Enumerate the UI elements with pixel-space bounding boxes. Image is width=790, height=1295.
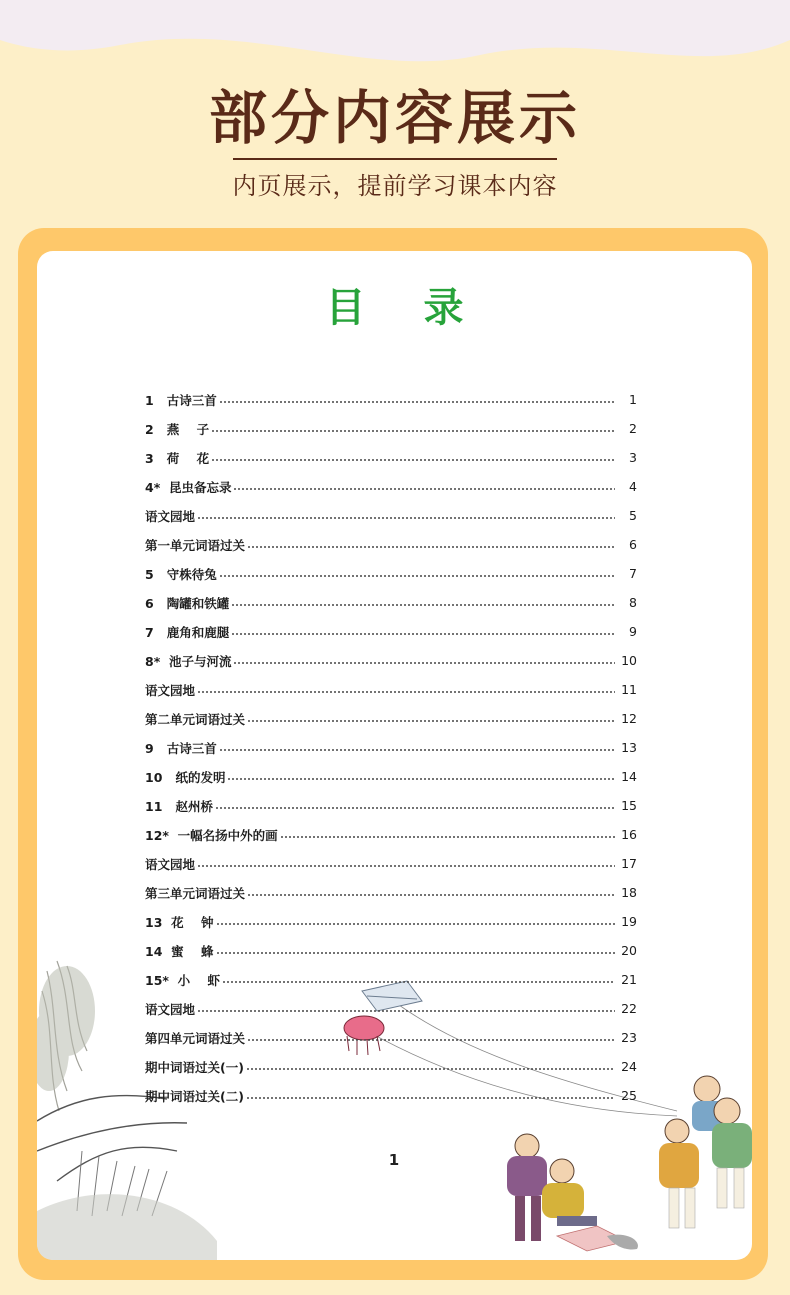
page-subtitle: 内页展示，提前学习课本内容 [232,172,558,200]
toc-dot-leader [246,1097,615,1099]
toc-dot-leader [233,488,615,490]
toc-entry-label: 第一单元词语过关 [145,537,246,553]
toc-dot-leader [211,430,615,432]
toc-entry-page: 24 [621,1059,637,1074]
toc-entry-page: 8 [629,595,637,610]
toc-entry[interactable] [145,907,637,936]
toc-entry[interactable] [145,994,637,1023]
toc-entry-label: 第三单元词语过关 [145,885,246,901]
page-number: 1 [388,1151,400,1169]
toc-entry-page: 5 [629,508,637,523]
toc-entry[interactable] [145,559,637,588]
toc-entry-label: 期中词语过关(一) [145,1059,244,1075]
toc-dot-leader [219,749,615,751]
toc-entry-page: 25 [621,1088,637,1103]
toc-entry[interactable] [145,617,637,646]
toc-dot-leader [216,923,615,925]
toc-entry-page: 18 [621,885,637,900]
toc-dot-leader [231,604,615,606]
toc-dot-leader [197,517,615,519]
toc-entry-page: 22 [621,1001,637,1016]
toc-entry-label: 2 燕 子 [145,421,210,437]
toc-dot-leader [247,720,615,722]
toc-entry[interactable] [145,704,637,733]
toc-entry-page: 10 [621,653,637,668]
toc-entry-page: 1 [629,392,637,407]
toc-entry-label: 3 荷 花 [145,450,210,466]
toc-dot-leader [233,662,615,664]
toc-entry-page: 7 [629,566,637,581]
toc-dot-leader [219,575,615,577]
toc-entry[interactable] [145,791,637,820]
toc-entry-page: 6 [629,537,637,552]
toc-entry-page: 14 [621,769,637,784]
toc-dot-leader [197,691,615,693]
toc-dot-leader [211,459,615,461]
toc-entry[interactable] [145,501,637,530]
toc-entry-label: 11 赵州桥 [145,798,213,814]
toc-entry[interactable] [145,820,637,849]
toc-dot-leader [219,401,615,403]
toc-entry-page: 15 [621,798,637,813]
toc-entry[interactable] [145,385,637,414]
toc-dot-leader [247,894,615,896]
toc-entry[interactable] [145,530,637,559]
toc-entry-page: 19 [621,914,637,929]
toc-entry-page: 9 [629,624,637,639]
top-wave-decoration [0,0,790,80]
toc-entry-page: 12 [621,711,637,726]
toc-entry[interactable] [145,675,637,704]
toc-entry[interactable] [145,878,637,907]
toc-entry-label: 8* 池子与河流 [145,653,232,669]
toc-entry-page: 17 [621,856,637,871]
toc-entry-label: 13 花 钟 [145,914,214,930]
toc-entry-label: 语文园地 [145,1001,196,1017]
toc-entry-label: 6 陶罐和铁罐 [145,595,230,611]
toc-entry-label: 语文园地 [145,682,196,698]
toc-dot-leader [280,836,615,838]
toc-entry[interactable] [145,762,637,791]
toc-entry-page: 16 [621,827,637,842]
toc-entry[interactable] [145,1081,637,1110]
toc-dot-leader [222,981,615,983]
toc-entry-label: 第四单元词语过关 [145,1030,246,1046]
table-of-contents [145,385,637,1110]
toc-entry[interactable] [145,443,637,472]
toc-entry[interactable] [145,414,637,443]
toc-dot-leader [197,1010,615,1012]
toc-dot-leader [246,1068,615,1070]
toc-entry[interactable] [145,936,637,965]
toc-entry-page: 3 [629,450,637,465]
toc-entry-label: 4* 昆虫备忘录 [145,479,232,495]
toc-entry-page: 21 [621,972,637,987]
toc-entry-page: 11 [621,682,637,697]
toc-entry[interactable] [145,472,637,501]
toc-entry-page: 23 [621,1030,637,1045]
toc-entry[interactable] [145,588,637,617]
toc-entry-label: 12* 一幅名扬中外的画 [145,827,278,843]
toc-entry[interactable] [145,733,637,762]
toc-dot-leader [215,807,615,809]
toc-entry[interactable] [145,849,637,878]
toc-entry-page: 4 [629,479,637,494]
toc-entry[interactable] [145,1023,637,1052]
toc-dot-leader [247,546,615,548]
toc-dot-leader [216,952,615,954]
toc-dot-leader [231,633,615,635]
book-page [37,251,752,1260]
toc-entry-label: 15* 小 虾 [145,972,221,988]
title-divider [233,158,557,160]
toc-entry-label: 期中词语过关(二) [145,1088,244,1104]
toc-entry-page: 2 [629,421,637,436]
toc-entry-label: 9 古诗三首 [145,740,217,756]
toc-entry-label: 第二单元词语过关 [145,711,246,727]
toc-entry-label: 语文园地 [145,856,196,872]
toc-entry[interactable] [145,965,637,994]
toc-entry-label: 1 古诗三首 [145,392,217,408]
toc-entry-page: 20 [621,943,637,958]
toc-entry-label: 10 纸的发明 [145,769,226,785]
toc-entry[interactable] [145,646,637,675]
toc-entry-page: 13 [621,740,637,755]
toc-entry[interactable] [145,1052,637,1081]
toc-entry-label: 5 守株待兔 [145,566,217,582]
toc-dot-leader [197,865,615,867]
toc-entry-label: 7 鹿角和鹿腿 [145,624,230,640]
toc-entry-label: 14 蜜 蜂 [145,943,214,959]
toc-entry-label: 语文园地 [145,508,196,524]
toc-dot-leader [247,1039,615,1041]
page-title: 部分内容展示 [208,84,581,152]
toc-heading: 目 录 [325,285,486,331]
toc-dot-leader [227,778,615,780]
